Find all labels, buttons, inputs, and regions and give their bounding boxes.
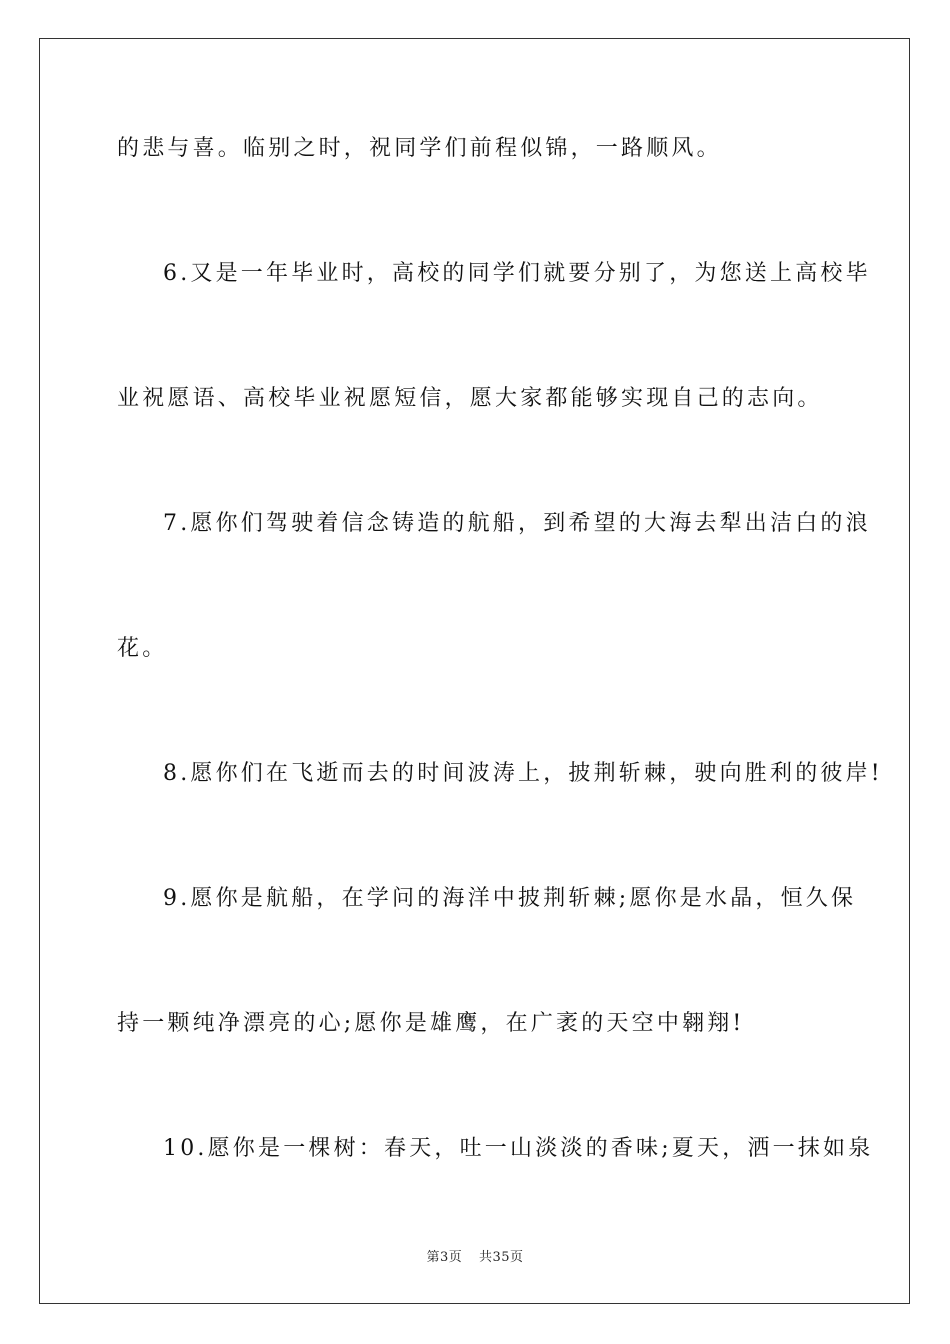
- text-line-6: 8.愿你们在飞逝而去的时间波涛上，披荆斩棘，驶向胜利的彼岸!: [163, 761, 883, 786]
- text-line-2: 6.又是一年毕业时，高校的同学们就要分别了，为您送上高校毕: [163, 261, 871, 286]
- text-line-8: 持一颗纯净漂亮的心;愿你是雄鹰，在广袤的天空中翱翔!: [117, 1011, 745, 1036]
- page-total: 共35页: [478, 1250, 524, 1265]
- text-line-4: 7.愿你们驾驶着信念铸造的航船，到希望的大海去犁出洁白的浪: [163, 511, 871, 536]
- page-number: 第3页: [426, 1250, 463, 1265]
- text-line-3: 业祝愿语、高校毕业祝愿短信，愿大家都能够实现自己的志向。: [117, 386, 823, 411]
- text-line-5: 花。: [117, 636, 168, 661]
- page-border: [39, 38, 910, 1304]
- text-line-1: 的悲与喜。临别之时，祝同学们前程似锦，一路顺风。: [117, 136, 722, 161]
- text-line-9: 10.愿你是一棵树：春天，吐一山淡淡的香味;夏天，洒一抹如泉: [163, 1136, 874, 1161]
- text-line-7: 9.愿你是航船，在学问的海洋中披荆斩棘;愿你是水晶，恒久保: [163, 886, 857, 911]
- page-footer: [0, 1246, 950, 1265]
